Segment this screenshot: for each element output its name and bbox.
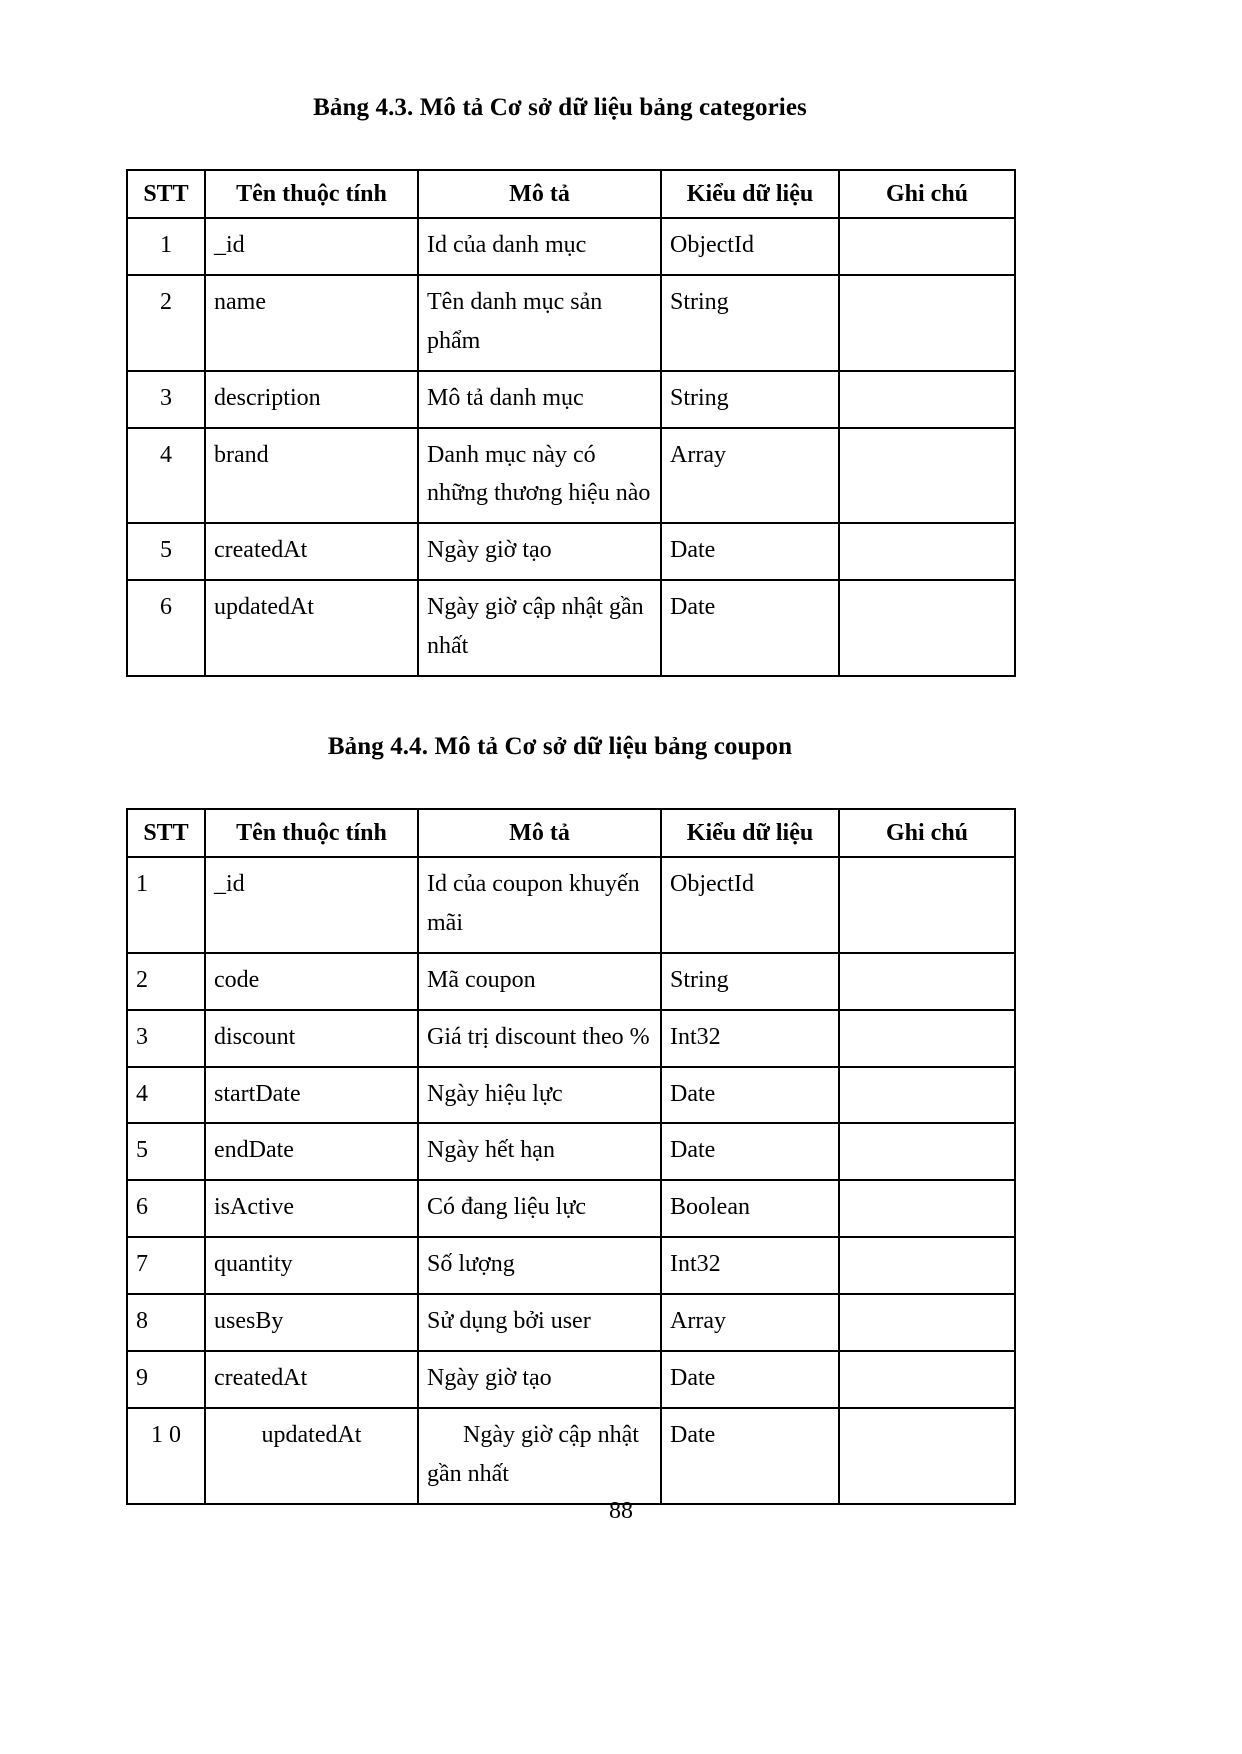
table-row (127, 1180, 1015, 1237)
cell-note (839, 428, 1015, 524)
cell-text (840, 1295, 1014, 1312)
cell-text (840, 429, 1014, 446)
cell-text: Date (670, 594, 716, 621)
table-coupon (126, 808, 1016, 1505)
cell-note (839, 1351, 1015, 1408)
cell-text: createdAt (214, 537, 308, 564)
cell-attribute (205, 218, 418, 275)
cell-note (839, 1067, 1015, 1124)
cell-attribute (205, 1010, 418, 1067)
cell-text: usesBy (214, 1308, 284, 1334)
cell-text: updatedAt (261, 1421, 362, 1448)
cell-description (418, 580, 661, 676)
cell-text: Date (670, 1080, 716, 1107)
table-row (127, 1294, 1015, 1351)
table-row (127, 371, 1015, 428)
cell-stt (127, 580, 205, 676)
table-row (127, 523, 1015, 580)
cell-stt (127, 1294, 205, 1351)
cell-attribute (205, 1180, 418, 1237)
cell-text: Ngày giờ cập nhật gần nhất (427, 1421, 639, 1487)
cell-text: Tên danh mục sản phẩm (427, 288, 603, 354)
table-row (127, 275, 1015, 371)
cell-text: Mã coupon (427, 966, 536, 993)
cell-text (840, 219, 1014, 236)
cell-stt (127, 523, 205, 580)
cell-text: 7 (136, 1251, 148, 1278)
cell-note (839, 953, 1015, 1010)
cell-text: 4 (136, 1080, 148, 1107)
cell-note (839, 580, 1015, 676)
cell-attribute (205, 523, 418, 580)
cell-note (839, 371, 1015, 428)
cell-attribute (205, 371, 418, 428)
cell-text: 6 (136, 1194, 148, 1221)
cell-text: Date (670, 1364, 716, 1391)
page-number: 88 (609, 1498, 633, 1524)
cell-text: quantity (214, 1251, 293, 1278)
cell-text: 1 (136, 871, 148, 897)
cell-stt (127, 371, 205, 428)
column-header-description: Mô tả (418, 809, 661, 857)
cell-description (418, 953, 661, 1010)
cell-attribute (205, 580, 418, 676)
cell-text: Id của danh mục (427, 232, 587, 258)
cell-attribute (205, 1237, 418, 1294)
cell-description (418, 857, 661, 953)
cell-attribute (205, 1294, 418, 1351)
cell-description (418, 275, 661, 371)
cell-text: discount (214, 1023, 296, 1050)
cell-attribute (205, 428, 418, 524)
cell-description (418, 218, 661, 275)
cell-note (839, 1237, 1015, 1294)
table-row (127, 1010, 1015, 1067)
cell-stt (127, 218, 205, 275)
cell-datatype (661, 1351, 839, 1408)
cell-description (418, 1294, 661, 1351)
cell-description (418, 1180, 661, 1237)
cell-text: 2 (136, 966, 148, 993)
cell-text: 4 (160, 441, 172, 468)
cell-text: createdAt (214, 1364, 308, 1391)
cell-datatype (661, 953, 839, 1010)
cell-stt (127, 1067, 205, 1124)
table-header-row (127, 809, 1015, 857)
cell-text: Ngày hết hạn (427, 1137, 555, 1164)
cell-description (418, 428, 661, 524)
cell-text: String (670, 966, 729, 993)
cell-text: brand (214, 441, 269, 468)
cell-datatype (661, 1180, 839, 1237)
cell-text: ObjectId (670, 871, 754, 897)
cell-description (418, 1351, 661, 1408)
cell-text: startDate (214, 1080, 301, 1107)
cell-text (840, 1352, 1014, 1369)
table-row (127, 1351, 1015, 1408)
cell-text: Int32 (670, 1023, 721, 1050)
cell-text: Ngày giờ cập nhật gần nhất (427, 594, 644, 659)
table-row (127, 580, 1015, 676)
cell-attribute (205, 275, 418, 371)
cell-text (840, 954, 1014, 971)
cell-text: Array (670, 1308, 726, 1334)
cell-text: updatedAt (214, 594, 314, 621)
cell-datatype (661, 857, 839, 953)
table-caption-coupon: Bảng 4.4. Mô tả Cơ sở dữ liệu bảng coupon (327, 733, 793, 760)
cell-datatype (661, 428, 839, 524)
cell-datatype (661, 218, 839, 275)
cell-description (418, 1123, 661, 1180)
table-row (127, 1237, 1015, 1294)
cell-description (418, 1408, 661, 1504)
cell-text: Có đang liệu lực (427, 1194, 586, 1221)
cell-datatype (661, 580, 839, 676)
table-row (127, 953, 1015, 1010)
cell-text (840, 581, 1014, 598)
column-header-stt: STT (127, 170, 205, 218)
table-row (127, 1067, 1015, 1124)
cell-note (839, 218, 1015, 275)
cell-description (418, 523, 661, 580)
table-row (127, 218, 1015, 275)
cell-stt (127, 953, 205, 1010)
column-header-attribute: Tên thuộc tính (205, 809, 418, 857)
cell-note (839, 523, 1015, 580)
column-header-note: Ghi chú (839, 809, 1015, 857)
cell-stt (127, 428, 205, 524)
cell-description (418, 371, 661, 428)
cell-note (839, 275, 1015, 371)
cell-datatype (661, 1237, 839, 1294)
table-row (127, 428, 1015, 524)
cell-text (840, 1409, 1014, 1426)
cell-text: _id (214, 871, 245, 897)
cell-text: ObjectId (670, 232, 754, 258)
cell-text: Int32 (670, 1251, 721, 1278)
cell-attribute (205, 857, 418, 953)
cell-text: Ngày giờ tạo (427, 537, 552, 564)
cell-text: 9 (136, 1364, 148, 1391)
cell-description (418, 1237, 661, 1294)
cell-text: 5 (160, 537, 172, 564)
cell-attribute (205, 1123, 418, 1180)
cell-datatype (661, 523, 839, 580)
cell-text: String (670, 288, 729, 315)
cell-text: isActive (214, 1194, 294, 1221)
cell-text: name (214, 288, 266, 315)
cell-stt (127, 1408, 205, 1504)
cell-text: Sử dụng bởi user (427, 1308, 591, 1334)
cell-text (840, 1181, 1014, 1198)
table-row (127, 1123, 1015, 1180)
cell-text: Ngày giờ tạo (427, 1364, 552, 1391)
cell-note (839, 1010, 1015, 1067)
column-header-note: Ghi chú (839, 170, 1015, 218)
cell-text: Giá trị discount theo % (427, 1023, 650, 1050)
cell-text: Array (670, 441, 726, 468)
cell-text (840, 1124, 1014, 1141)
table-categories (126, 169, 1016, 677)
cell-text: String (670, 384, 729, 411)
cell-text: Date (670, 537, 716, 564)
cell-note (839, 1123, 1015, 1180)
cell-stt (127, 1351, 205, 1408)
column-header-datatype: Kiểu dữ liệu (661, 809, 839, 857)
cell-text: code (214, 966, 260, 993)
cell-text: _id (214, 232, 245, 258)
cell-description (418, 1067, 661, 1124)
column-header-stt: STT (127, 809, 205, 857)
cell-text: Mô tả danh mục (427, 384, 584, 411)
cell-text: Số lượng (427, 1251, 515, 1278)
cell-text: 2 (160, 288, 172, 315)
table-row (127, 1408, 1015, 1504)
cell-text: 6 (160, 594, 172, 621)
cell-text (840, 1238, 1014, 1255)
cell-text: 3 (136, 1023, 148, 1050)
cell-datatype (661, 275, 839, 371)
cell-text: Ngày hiệu lực (427, 1080, 563, 1107)
cell-text: Id của coupon khuyến mãi (427, 871, 640, 936)
cell-text (840, 276, 1014, 293)
cell-attribute (205, 953, 418, 1010)
column-header-datatype: Kiểu dữ liệu (661, 170, 839, 218)
cell-description (418, 1010, 661, 1067)
cell-text: 1 (160, 232, 172, 258)
cell-text: description (214, 384, 321, 411)
cell-stt (127, 1180, 205, 1237)
cell-stt (127, 1010, 205, 1067)
cell-stt (127, 1237, 205, 1294)
cell-text: Date (670, 1421, 716, 1448)
cell-datatype (661, 1010, 839, 1067)
cell-note (839, 857, 1015, 953)
cell-stt (127, 1123, 205, 1180)
cell-note (839, 1408, 1015, 1504)
cell-text (840, 372, 1014, 389)
column-header-attribute: Tên thuộc tính (205, 170, 418, 218)
cell-text: 1 0 (151, 1421, 181, 1448)
cell-stt (127, 275, 205, 371)
cell-text: Danh mục này có những thương hiệu nào (427, 441, 651, 507)
cell-datatype (661, 1408, 839, 1504)
cell-note (839, 1180, 1015, 1237)
cell-attribute (205, 1351, 418, 1408)
cell-datatype (661, 1067, 839, 1124)
cell-text: Boolean (670, 1194, 750, 1221)
table-header-row (127, 170, 1015, 218)
cell-datatype (661, 371, 839, 428)
table-row (127, 857, 1015, 953)
cell-text: Date (670, 1137, 716, 1164)
cell-text (840, 1011, 1014, 1028)
cell-text: 5 (136, 1137, 148, 1164)
cell-stt (127, 857, 205, 953)
cell-text: 8 (136, 1308, 148, 1334)
cell-text: endDate (214, 1137, 294, 1164)
cell-note (839, 1294, 1015, 1351)
cell-attribute (205, 1408, 418, 1504)
cell-datatype (661, 1294, 839, 1351)
cell-text (840, 858, 1014, 875)
cell-text (840, 1068, 1014, 1085)
cell-text (840, 524, 1014, 541)
cell-datatype (661, 1123, 839, 1180)
cell-attribute (205, 1067, 418, 1124)
cell-text: 3 (160, 384, 172, 411)
column-header-description: Mô tả (418, 170, 661, 218)
table-caption-categories: Bảng 4.3. Mô tả Cơ sở dữ liệu bảng categories (313, 94, 807, 121)
